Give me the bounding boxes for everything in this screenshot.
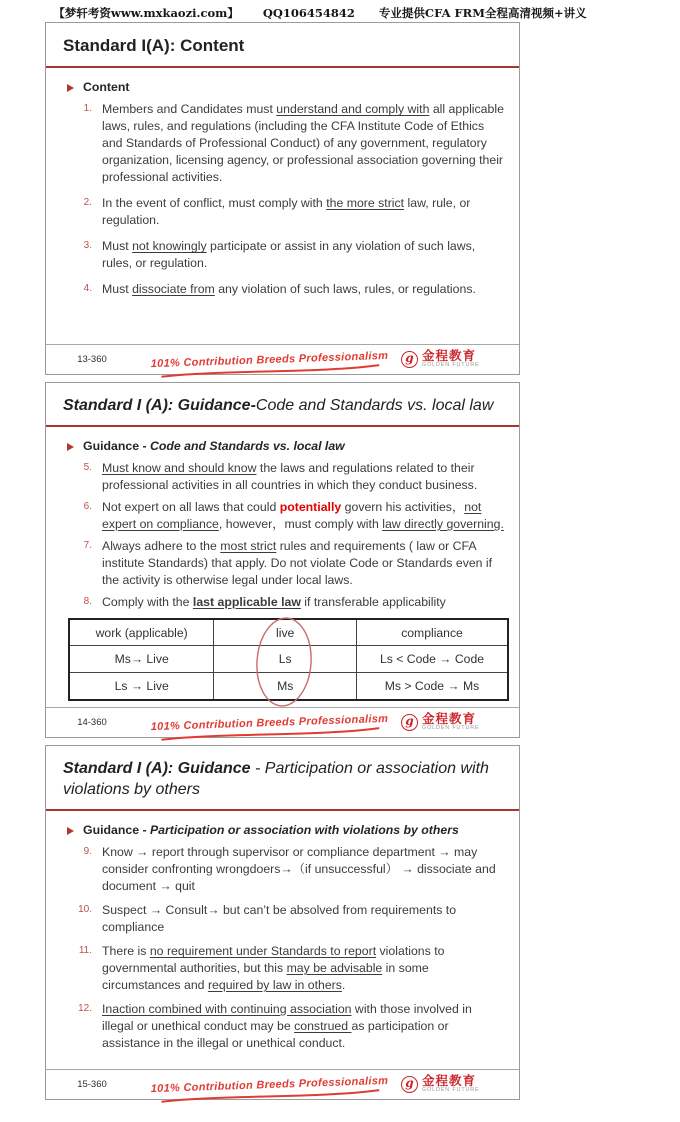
item-number: 1. bbox=[83, 103, 92, 115]
slide-guidance-violations bbox=[45, 745, 520, 1100]
slide-title-rest: Code and Standards vs. local law bbox=[255, 397, 494, 414]
item-number: 6. bbox=[83, 501, 92, 513]
logo-name-en: GOLDEN FUTURE bbox=[422, 725, 480, 732]
slide-title bbox=[46, 746, 519, 811]
item-text: Inaction combined with continuing association with those involved in illegal or unethical conduct may be construed as participation or assistance in the illegal or unethical conduct. bbox=[102, 1001, 472, 1050]
bullet-heading bbox=[66, 823, 504, 837]
slide-footer bbox=[46, 1069, 519, 1099]
item-number: 2. bbox=[83, 197, 92, 209]
slide-footer bbox=[46, 344, 519, 374]
bullet-heading bbox=[66, 439, 504, 453]
item-text: Not expert on all laws that could potentially govern his activities，not expert on compliance, however，must comply with law directly governing. bbox=[102, 500, 504, 532]
arrow-bullet-icon bbox=[67, 84, 74, 92]
slide-body bbox=[46, 811, 519, 1052]
table-cell: Ms→ Live bbox=[69, 646, 214, 673]
item-text: Comply with the last applicable law if transferable applicability bbox=[102, 594, 446, 609]
site-header-text: 【梦轩考资www.mxkaozi.com】 QQ106454842 专业提供CFA FRM全程高清视频+讲义 bbox=[53, 6, 587, 20]
page-number: 14-360 bbox=[77, 717, 107, 728]
table-header-cell: work (applicable) bbox=[69, 619, 214, 646]
slide-footer bbox=[46, 707, 519, 737]
item-number: 8. bbox=[83, 595, 92, 607]
logo-name-en: GOLDEN FUTURE bbox=[422, 362, 480, 369]
slide-title-bold: Standard I (A): Guidance bbox=[63, 760, 251, 777]
list-item bbox=[66, 281, 504, 298]
slide-title-rest: - Participation or association with violations by others bbox=[63, 760, 489, 799]
heading-plain: Content bbox=[83, 80, 130, 95]
local-law-table bbox=[68, 618, 509, 701]
logo-circle-icon: g bbox=[401, 714, 418, 731]
arrow-bullet-icon bbox=[67, 443, 74, 451]
item-number: 11. bbox=[78, 945, 92, 957]
slogan-text: 101% Contribution Breeds Professionalism bbox=[138, 1074, 401, 1095]
item-text: Must not knowingly participate or assist in any violation of such laws, rules, or regulation. bbox=[102, 239, 476, 271]
table-cell: Ls → Live bbox=[69, 673, 214, 700]
slide-guidance-local-law bbox=[45, 382, 520, 738]
highlighted-word: potentially bbox=[279, 500, 342, 515]
heading-italic: Participation or association with violations by others bbox=[149, 823, 459, 838]
item-text: There is no requirement under Standards to report violations to governmental authorities, but this may be advisable in some circumstances and required by law in others. bbox=[102, 944, 445, 992]
bullet-heading bbox=[66, 80, 504, 94]
table-header-cell: live bbox=[214, 619, 357, 646]
arrow-bullet-icon bbox=[67, 827, 74, 835]
item-text: Must know and should know the laws and regulations related to their professional activities in all countries in which they conduct business. bbox=[102, 461, 478, 493]
item-text: Must dissociate from any violation of such laws, rules, or regulations. bbox=[102, 282, 476, 297]
golden-future-logo bbox=[401, 350, 509, 369]
item-number: 4. bbox=[83, 283, 92, 295]
item-number: 12. bbox=[78, 1002, 92, 1014]
table-cell: Ls < Code → Code bbox=[357, 646, 508, 673]
item-number: 10. bbox=[78, 904, 92, 916]
slide-title bbox=[46, 383, 519, 427]
slide-content bbox=[45, 22, 520, 375]
logo-circle-icon: g bbox=[401, 351, 418, 368]
slide-title-bold: Standard I(A): Content bbox=[63, 36, 245, 55]
slide-title-bold: Standard I (A): Guidance- bbox=[63, 397, 256, 414]
item-number: 3. bbox=[83, 240, 92, 252]
page-number: 13-360 bbox=[77, 354, 107, 365]
slide-body bbox=[46, 68, 519, 298]
list-item bbox=[66, 1001, 504, 1052]
heading-italic: Code and Standards vs. local law bbox=[149, 439, 345, 454]
heading-plain: Guidance - bbox=[83, 823, 150, 838]
slide-body bbox=[46, 427, 519, 701]
list-item bbox=[66, 238, 504, 272]
heading-plain: Guidance - bbox=[83, 439, 150, 454]
item-number: 9. bbox=[83, 846, 92, 858]
slogan-text: 101% Contribution Breeds Professionalism bbox=[138, 712, 401, 733]
table-header-cell: compliance bbox=[357, 619, 508, 646]
page-number: 15-360 bbox=[77, 1079, 107, 1090]
logo-circle-icon: g bbox=[401, 1076, 418, 1093]
logo-name-en: GOLDEN FUTURE bbox=[422, 1087, 480, 1094]
item-text: Always adhere to the most strict rules and requirements ( law or CFA institute Standards) that apply. Do not violate Code or Standards even if the activity is otherwise legal under local laws. bbox=[102, 538, 493, 587]
logo-name-cn: 金程教育 bbox=[422, 712, 477, 727]
list-item bbox=[66, 902, 504, 936]
logo-name-cn: 金程教育 bbox=[422, 349, 477, 364]
item-text: In the event of conflict, must comply with the more strict law, rule, or regulation. bbox=[102, 196, 471, 228]
list-item bbox=[66, 460, 504, 494]
list-item bbox=[66, 538, 504, 589]
item-text: Know → report through supervisor or compliance department → may consider confronting wrongdoers→（if unsuccessful） → dissociate and document → quit bbox=[102, 845, 496, 894]
golden-future-logo bbox=[401, 1075, 509, 1094]
slogan-text: 101% Contribution Breeds Professionalism bbox=[138, 349, 401, 370]
item-number: 7. bbox=[83, 539, 92, 551]
list-item bbox=[66, 844, 504, 895]
slide-title bbox=[46, 23, 519, 68]
table-cell: Ms > Code → Ms bbox=[357, 673, 508, 700]
table-cell: Ls bbox=[214, 646, 357, 673]
item-text: Members and Candidates must understand and comply with all applicable laws, rules, and regulations (including the CFA Institute Code of Ethics and Standards of Professional Conduct) of any government, regulatory organization, licensing agency, or professional association governing their professional activities. bbox=[102, 102, 504, 185]
logo-name-cn: 金程教育 bbox=[422, 1074, 477, 1089]
table-cell: Ms bbox=[214, 673, 357, 700]
list-item bbox=[66, 594, 504, 611]
local-law-table-wrap bbox=[68, 618, 509, 701]
list-item bbox=[66, 499, 504, 533]
golden-future-logo bbox=[401, 713, 509, 732]
list-item bbox=[66, 195, 504, 229]
list-item bbox=[66, 943, 504, 994]
item-number: 5. bbox=[83, 462, 92, 474]
list-item bbox=[66, 101, 504, 186]
item-text: Suspect → Consult→ but can’t be absolved from requirements to compliance bbox=[102, 903, 457, 935]
